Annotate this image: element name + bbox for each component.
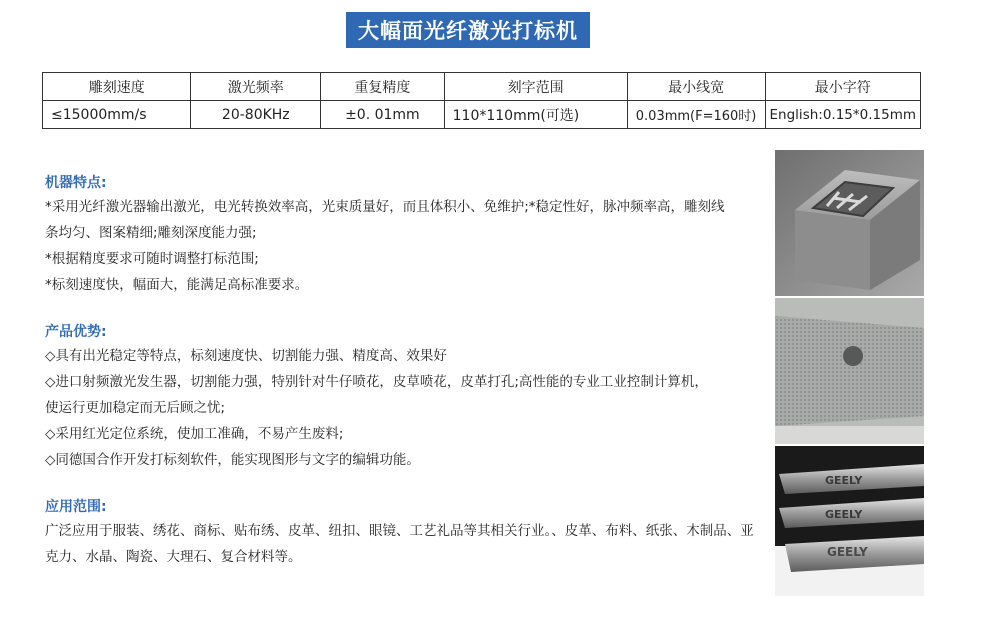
- advantages-heading: 产品优势:: [45, 324, 107, 340]
- page-title: 大幅面光纤激光打标机: [346, 12, 590, 48]
- spec-header-cell: 刻字范围: [444, 73, 627, 101]
- features-line: *根据精度要求可随时调整打标范围;: [45, 251, 259, 267]
- advantages-line: ◇同德国合作开发打标刻软件，能实现图形与文字的编辑功能。: [45, 452, 420, 468]
- plate-label: GEELY: [825, 508, 863, 521]
- applications-line: 广泛应用于服装、绣花、商标、贴布绣、皮革、纽扣、眼镜、工艺礼品等其相关行业。、皮革、布料、纸张、木制品、亚: [45, 523, 754, 539]
- spec-value-cell: 20-80KHz: [191, 101, 321, 129]
- features-line: 条均匀、图案精细;雕刻深度能力强;: [45, 225, 257, 241]
- perforated-sheet-photo: [775, 298, 924, 444]
- spec-value-cell: 0.03mm(F=160时): [627, 101, 765, 129]
- features-line: *标刻速度快，幅面大，能满足高标准要求。: [45, 277, 309, 293]
- advantages-section: [45, 321, 765, 473]
- applications-heading: 应用范围:: [45, 499, 107, 515]
- spec-table: [42, 72, 921, 129]
- plate-label: GEELY: [825, 474, 863, 487]
- features-heading: 机器特点:: [45, 175, 107, 191]
- spec-header-cell: 最小字符: [765, 73, 920, 101]
- advantages-line: ◇采用红光定位系统，使加工准确，不易产生废料;: [45, 426, 344, 442]
- spec-header-cell: 重复精度: [321, 73, 444, 101]
- sill-plates-photo: [775, 446, 924, 596]
- features-section: [45, 172, 765, 298]
- spec-value-cell: ≤15000mm/s: [43, 101, 191, 129]
- spec-value-cell: English:0.15*0.15mm: [765, 101, 920, 129]
- spec-value-cell: 110*110mm(可选): [444, 101, 627, 129]
- spec-header-cell: 最小线宽: [627, 73, 765, 101]
- features-line: *采用光纤激光器输出激光，电光转换效率高，光束质量好，而且体积小、免维护;*稳定性好，脉冲频率高，雕刻线: [45, 199, 725, 215]
- advantages-line: 使运行更加稳定而无后顾之忧;: [45, 400, 226, 416]
- engraved-block-photo: [775, 150, 924, 296]
- advantages-line: ◇进口射频激光发生器，切割能力强，特别针对牛仔喷花，皮草喷花，皮革打孔;高性能的专业工业控制计算机，: [45, 374, 708, 390]
- spec-header-cell: 雕刻速度: [43, 73, 191, 101]
- spec-value-row: [43, 101, 921, 129]
- plate-label: GEELY: [827, 545, 868, 559]
- spec-header-cell: 激光频率: [191, 73, 321, 101]
- advantages-line: ◇具有出光稳定等特点，标刻速度快、切割能力强、精度高、效果好: [45, 348, 447, 364]
- applications-section: [45, 496, 765, 570]
- spec-value-cell: ±0. 01mm: [321, 101, 444, 129]
- applications-line: 克力、水晶、陶瓷、大理石、复合材料等。: [45, 549, 302, 565]
- spec-header-row: [43, 73, 921, 101]
